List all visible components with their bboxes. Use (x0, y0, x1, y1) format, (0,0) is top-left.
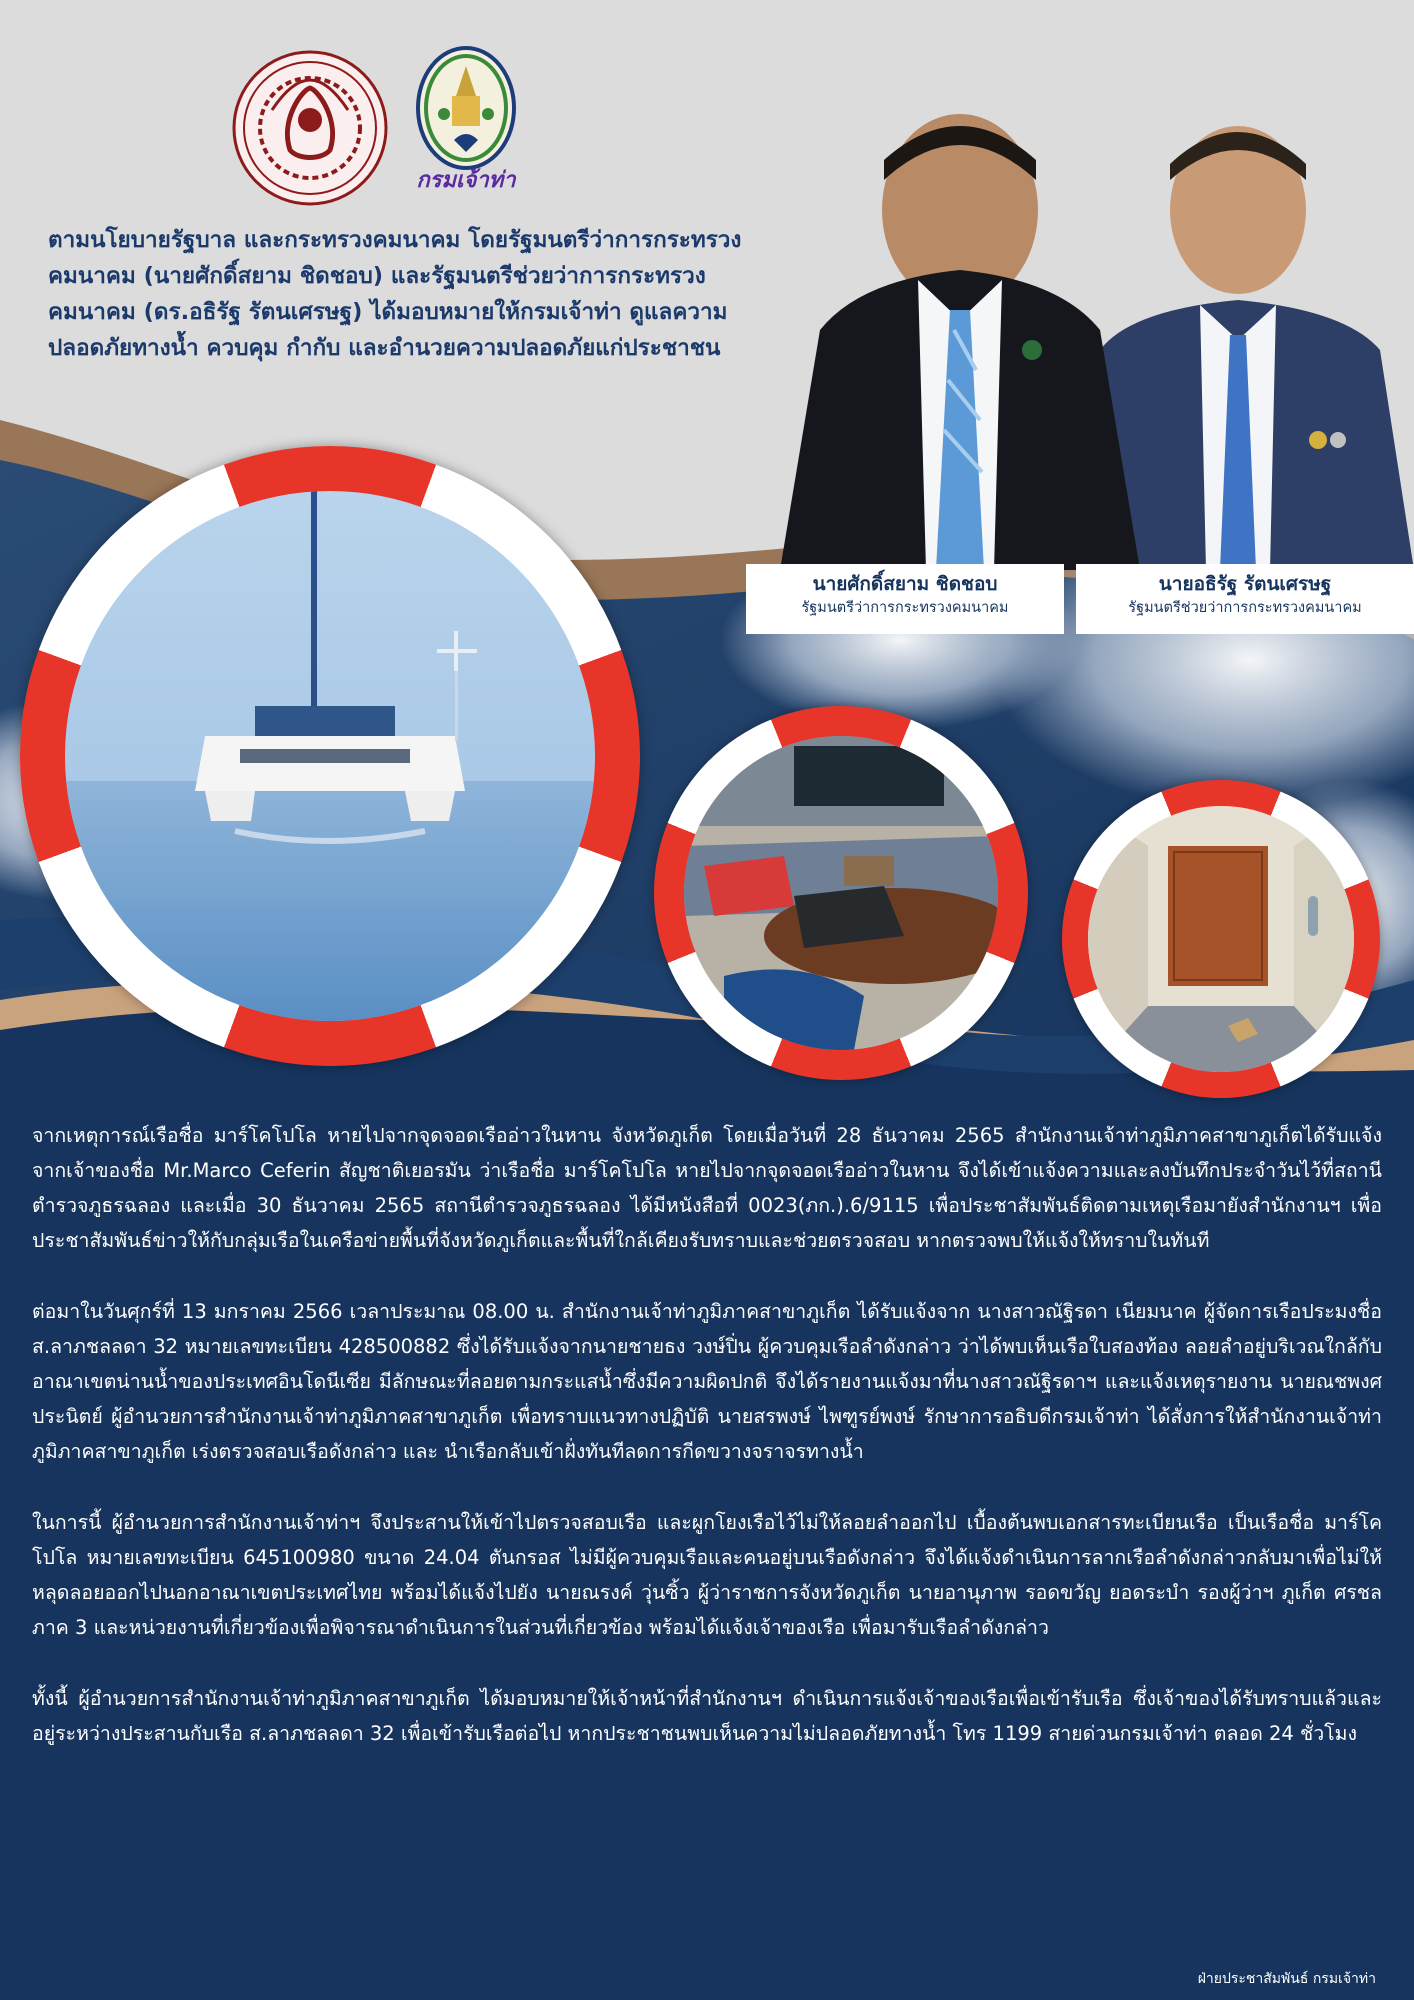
footer-credit: ฝ่ายประชาสัมพันธ์ กรมเจ้าท่า (1197, 1971, 1376, 1987)
lifering-photo-door (1062, 780, 1380, 1098)
paragraph-4: ทั้งนี้ ผู้อำนวยการสำนักงานเจ้าท่าภูมิภาคสาขาภูเก็ต ได้มอบหมายให้เจ้าหน้าที่สำนักงานฯ ดำเนินการแจ้งเจ้าของเรือเพื่อเข้ารับเรือ ซึ่งเจ้าของได้รับทราบแล้วและอยู่ระหว่างประสานกับเรือ ส.ลาภชลลดา 32 เพื่อเข้ารับเรือต่อไป หากประชาชนพบเห็นความไม่ปลอดภัยทางน้ำ โทร 1199 สายด่วนกรมเจ้าท่า ตลอด 24 ชั่วโมง (32, 1687, 1382, 1745)
nameplate-official-1 (746, 564, 1064, 634)
paragraph-3: ในการนี้ ผู้อำนวยการสำนักงานเจ้าท่าฯ จึงประสานให้เข้าไปตรวจสอบเรือ และผูกโยงเรือไว้ไม่ให้ลอยลำออกไป เบื้องต้นพบเอกสารทะเบียนเรือ เป็นเรือชื่อ มาร์โคโปโล หมายเลขทะเบียน 645100980 ขนาด 24.04 ตันกรอส ไม่มีผู้ควบคุมเรือและคนอยู่บนเรือดังกล่าว จึงได้แจ้งดำเนินการลากเรือลำดังกล่าวกลับมาเพื่อไม่ให้หลุดลอยออกไปนอกอาณาเขตประเทศไทย พร้อมได้แจ้งไปยัง นายณรงค์ วุ่นซิ้ว ผู้ว่าราชการจังหวัดภูเก็ต นายอานุภาพ รอดขวัญ ยอดระบำ รองผู้ว่าฯ ภูเก็ต ศรชลภาค 3 และหน่วยงานที่เกี่ยวข้องเพื่อพิจารณาดำเนินการในส่วนที่เกี่ยวข้อง พร้อมได้แจ้งเจ้าของเรือ เพื่อมารับเรือลำดังกล่าว (32, 1511, 1382, 1639)
article-body (32, 1118, 1382, 1787)
ministry-seal-icon (232, 50, 388, 206)
cabin-interior-photo (684, 736, 998, 1050)
official-2-title: รัฐมนตรีช่วยว่าการกระทรวงคมนาคม (1128, 600, 1362, 616)
paragraph-1: จากเหตุการณ์เรือชื่อ มาร์โคโปโล หายไปจากจุดจอดเรืออ่าวในหาน จังหวัดภูเก็ต โดยเมื่อวันที่ 28 ธันวาคม 2565 สำนักงานเจ้าท่าภูมิภาคสาขาภูเก็ตได้รับแจ้งจากเจ้าของชื่อ Mr.Marco Ceferin สัญชาติเยอรมัน ว่าเรือชื่อ มาร์โคโปโล หายไปจากจุดจอดเรืออ่าวในหาน จึงได้เข้าแจ้งความและลงบันทึกประจำวันไว้ที่สถานีตำรวจภูธรฉลอง และเมื่อ 30 ธันวาคม 2565 สถานีตำรวจภูธรฉลอง ได้มีหนังสือที่ 0023(ภก.).6/9115 เพื่อประชาสัมพันธ์ติดตามเหตุเรือมายังสำนักงานฯ เพื่อประชาสัมพันธ์ข่าวให้กับกลุ่มเรือในเครือข่ายพื้นที่จังหวัดภูเก็ตและพื้นที่ใกล้เคียงรับทราบและช่วยตรวจสอบ หากตรวจพบให้แจ้งให้ทราบในทันที (32, 1124, 1382, 1252)
official-1-name: นายศักดิ์สยาม ชิดชอบ (812, 573, 998, 595)
official-2-name: นายอธิรัฐ รัตนเศรษฐ (1158, 573, 1332, 595)
marine-dept-caption: กรมเจ้าท่า (416, 168, 516, 193)
intro-text: ตามนโยบายรัฐบาล และกระทรวงคมนาคม โดยรัฐมนตรีว่าการกระทรวงคมนาคม (นายศักดิ์สยาม ชิดชอบ) และรัฐมนตรีช่วยว่าการกระทรวงคมนาคม (ดร.อธิรัฐ รัตนเศรษฐ) ได้มอบหมายให้กรมเจ้าท่า ดูแลความปลอดภัยทางน้ำ ควบคุม กำกับ และอำนวยความปลอดภัยแก่ประชาชน (48, 227, 742, 361)
lifering-photo-catamaran (20, 446, 640, 1066)
official-1-title: รัฐมนตรีว่าการกระทรวงคมนาคม (801, 600, 1009, 616)
paragraph-2: ต่อมาในวันศุกร์ที่ 13 มกราคม 2566 เวลาประมาณ 08.00 น. สำนักงานเจ้าท่าภูมิภาคสาขาภูเก็ต ได้รับแจ้งจาก นางสาวณัฐิรดา เนียมนาค ผู้จัดการเรือประมงชื่อ ส.ลาภชลลดา 32 หมายเลขทะเบียน 428500882 ซึ่งได้รับแจ้งจากนายชายธง วงษ์ปิ่น ผู้ควบคุมเรือลำดังกล่าว ว่าได้พบเห็นเรือใบสองท้อง ลอยลำอยู่บริเวณใกล้กับอาณาเขตน่านน้ำของประเทศอินโดนีเซีย มีลักษณะที่ลอยตามกระแสน้ำซึ่งมีความผิดปกติ จึงได้รายงานแจ้งมาที่นางสาวณัฐิรดาฯ และแจ้งเหตุรายงาน นายณชพงศ ประนิตย์ ผู้อำนวยการสำนักงานเจ้าท่าภูมิภาคสาขาภูเก็ต เพื่อทราบแนวทางปฏิบัติ นายสรพงษ์ ไพฑูรย์พงษ์ รักษาการอธิบดีกรมเจ้าท่า ได้สั่งการให้สำนักงานเจ้าท่าภูมิภาคสาขาภูเก็ต เร่งตรวจสอบเรือดังกล่าว และ นำเรือกลับเข้าฝั่งทันทีลดการกีดขวางจราจรทางน้ำ (32, 1300, 1382, 1463)
nameplate-official-2 (1076, 564, 1414, 634)
officials-photo (770, 100, 1414, 570)
lifering-photo-cabin (654, 706, 1028, 1080)
door-interior-photo (1088, 806, 1354, 1072)
catamaran-photo (65, 491, 595, 1021)
marine-department-seal-icon (414, 44, 518, 194)
